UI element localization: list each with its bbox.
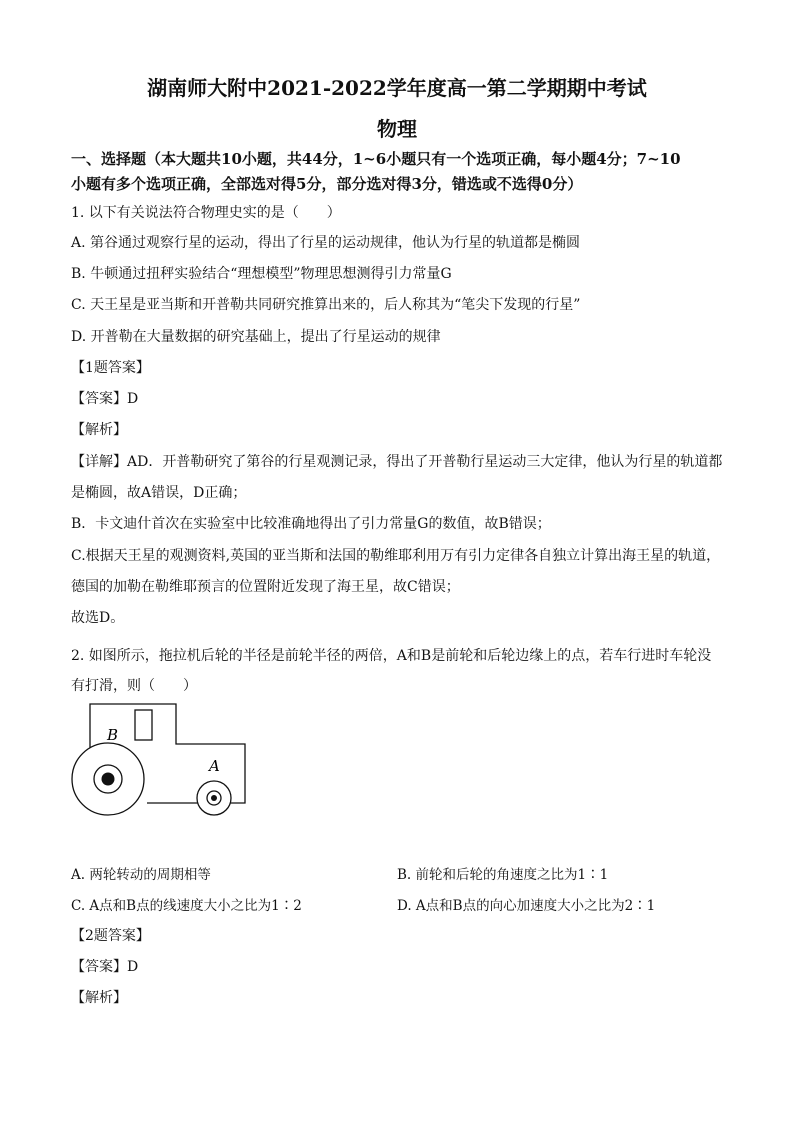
front-wheel-axle <box>211 795 217 801</box>
exam-title: 湖南师大附中2021-2022学年度高一第二学期期中考试 <box>147 76 647 100</box>
q2-option-c: C. A点和B点的线速度大小之比为1∶2 <box>71 898 302 914</box>
q1-analysis-heading: 【解析】 <box>71 422 127 438</box>
section-header-line-1: 一、选择题（本大题共10小题，共44分，1~6小题只有一个选项正确，每小题4分；7~10 <box>71 150 681 168</box>
q2-answer: 【答案】D <box>71 959 139 975</box>
section-header-line-2: 小题有多个选项正确，全部选对得5分，部分选对得3分，错选或不选得0分） <box>71 175 583 193</box>
q1-option-a: A. 第谷通过观察行星的运动，得出了行星的运动规律，他认为行星的轨道都是椭圆 <box>71 235 581 251</box>
q2-stem-line-2: 有打滑，则（ ） <box>71 678 197 694</box>
q1-stem: 1. 以下有关说法符合物理史实的是（ ） <box>71 205 341 221</box>
q1-detail-line-3: B．卡文迪什首次在实验室中比较准确地得出了引力常量G的数值，故B错误； <box>71 516 551 532</box>
q1-detail-line-4: C.根据天王星的观测资料,英国的亚当斯和法国的勒维耶利用万有引力定律各自独立计算出海王星的轨道， <box>71 548 721 564</box>
q1-detail-line-1: 【详解】AD．开普勒研究了第谷的行星观测记录，得出了开普勒行星运动三大定律，他认为行星的轨道都 <box>71 454 723 470</box>
q2-answer-heading: 【2题答案】 <box>71 928 150 944</box>
point-a-label: A <box>209 757 220 775</box>
q2-stem-line-1: 2. 如图所示，拖拉机后轮的半径是前轮半径的两倍，A和B是前轮和后轮边缘上的点，若车行进时车轮没 <box>71 648 712 664</box>
q2-option-a: A. 两轮转动的周期相等 <box>71 867 211 883</box>
q1-option-b: B. 牛顿通过扭秤实验结合“理想模型”物理思想测得引力常量G <box>71 266 452 282</box>
point-b-label: B <box>107 726 119 744</box>
q1-option-d: D. 开普勒在大量数据的研究基础上，提出了行星运动的规律 <box>71 329 441 345</box>
q1-answer: 【答案】D <box>71 391 139 407</box>
q1-detail-line-2: 是椭圆，故A错误，D正确； <box>71 485 247 501</box>
tractor-diagram <box>68 698 253 823</box>
q2-analysis-heading: 【解析】 <box>71 990 127 1006</box>
q2-option-b: B. 前轮和后轮的角速度之比为1∶1 <box>397 867 609 883</box>
rear-wheel-axle <box>102 773 115 786</box>
q1-detail-line-5: 德国的加勒在勒维耶预言的位置附近发现了海王星，故C错误； <box>71 579 460 595</box>
subject-title: 物理 <box>377 117 417 141</box>
q1-answer-heading: 【1题答案】 <box>71 360 150 376</box>
q1-option-c: C. 天王星是亚当斯和开普勒共同研究推算出来的，后人称其为“笔尖下发现的行星” <box>71 297 581 313</box>
q1-conclusion: 故选D。 <box>71 610 125 626</box>
q2-option-d: D. A点和B点的向心加速度大小之比为2∶1 <box>397 898 656 914</box>
cabin-window <box>135 710 152 740</box>
